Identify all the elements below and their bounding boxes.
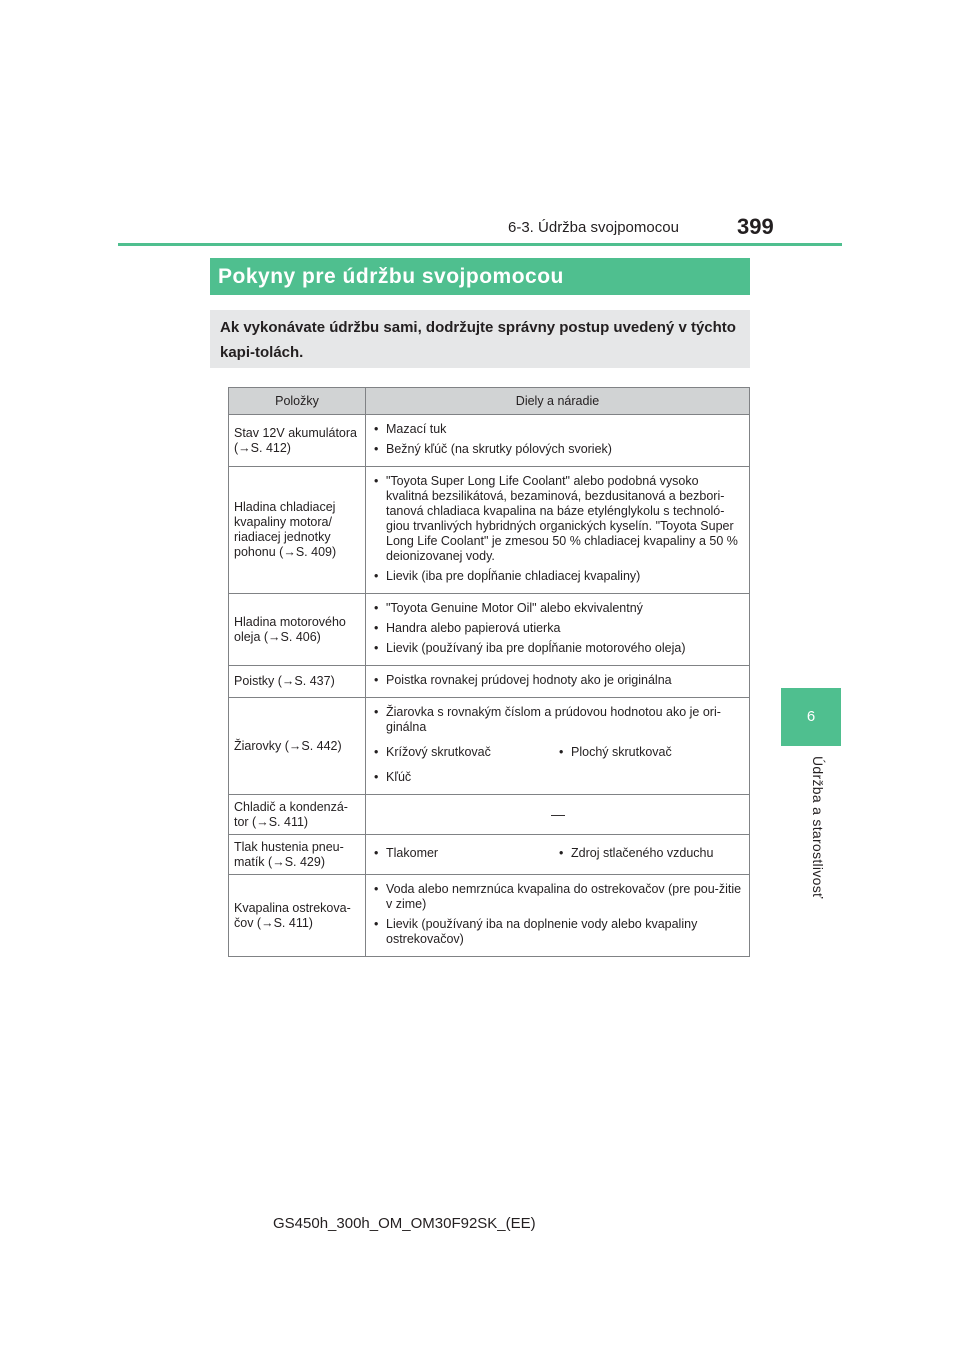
item-cell: Chladič a kondenzá-tor (→S. 411) [229, 795, 366, 835]
parts-cell [366, 467, 750, 594]
parts-cell [366, 594, 750, 666]
parts-two-col [373, 841, 743, 866]
item-cell: Kvapalina ostrekova-čov (→S. 411) [229, 875, 366, 957]
parts-item: • Tlakomer [373, 846, 558, 861]
parts-item: • Bežný kľúč (na skrutky pólových svoriek) [373, 442, 743, 457]
parts-table [228, 387, 750, 957]
item-cell: Tlak hustenia pneu-matík (→S. 429) [229, 835, 366, 875]
parts-two-col [373, 740, 743, 765]
item-cell: Poistky (→S. 437) [229, 666, 366, 698]
parts-cell [366, 415, 750, 467]
table-row [229, 698, 750, 795]
parts-cell [366, 835, 750, 875]
parts-item: • Lievik (používaný iba na doplnenie vody alebo kvapaliny ostrekovačov) [373, 917, 743, 947]
item-cell: Hladina motorového oleja (→S. 406) [229, 594, 366, 666]
parts-item: • Lievik (používaný iba pre dopĺňanie motorového oleja) [373, 641, 743, 656]
parts-item: • Voda alebo nemrznúca kvapalina do ostrekovačov (pre pou-žitie v zime) [373, 882, 743, 912]
parts-item: • "Toyota Genuine Motor Oil" alebo ekvivalentný [373, 601, 743, 616]
parts-cell [366, 666, 750, 698]
header-parts: Diely a náradie [366, 388, 750, 415]
table-row [229, 594, 750, 666]
section-title: Pokyny pre údržbu svojpomocou [210, 258, 750, 295]
header-title: 6-3. Údržba svojpomocou [508, 219, 679, 236]
page-number: 399 [737, 214, 774, 239]
parts-item: • Žiarovka s rovnakým číslom a prúdovou hodnotou ako je ori-ginálna [373, 705, 743, 735]
item-cell: Stav 12V akumulátora (→S. 412) [229, 415, 366, 467]
intro-box: Ak vykonávate údržbu sami, dodržujte správny postup uvedený v týchto kapi-tolách. [210, 310, 750, 368]
item-cell: Žiarovky (→S. 442) [229, 698, 366, 795]
parts-item: • Kľúč [373, 770, 743, 785]
footer-code: GS450h_300h_OM_OM30F92SK_(EE) [273, 1215, 536, 1232]
table-row [229, 795, 750, 835]
table-header-row [229, 388, 750, 415]
parts-item: • Poistka rovnakej prúdovej hodnoty ako je originálna [373, 673, 743, 688]
table-row [229, 666, 750, 698]
parts-cell [366, 875, 750, 957]
parts-item: • Handra alebo papierová utierka [373, 621, 743, 636]
header-items: Položky [229, 388, 366, 415]
parts-item: • Plochý skrutkovač [558, 745, 743, 760]
parts-cell: — [366, 795, 750, 835]
table-row [229, 415, 750, 467]
parts-item: • "Toyota Super Long Life Coolant" alebo podobná vysoko kvalitná bezsilikátová, bezaminová, bezdusitanová a bezbori-tanová chladiaca kvapalina na báze etylénglykolu s technoló-giou trvanlivých hybridných organických kyselín. "Toyota Super Long Life Coolant" je zmesou 50 % chladiacej kvapaliny a 50 % deionizovanej vody. [373, 474, 743, 564]
parts-item: • Zdroj stlačeného vzduchu [558, 846, 743, 861]
header-rule [118, 243, 842, 246]
table-row [229, 835, 750, 875]
parts-item: • Mazací tuk [373, 422, 743, 437]
table-row [229, 467, 750, 594]
parts-item: • Lievik (iba pre dopĺňanie chladiacej kvapaliny) [373, 569, 743, 584]
parts-cell [366, 698, 750, 795]
table-row [229, 875, 750, 957]
chapter-tab: 6 [781, 688, 841, 746]
item-cell: Hladina chladiacej kvapaliny motora/ riadiacej jednotky pohonu (→S. 409) [229, 467, 366, 594]
chapter-label: Údržba a starostlivosť [810, 756, 826, 899]
parts-item: • Krížový skrutkovač [373, 745, 558, 760]
